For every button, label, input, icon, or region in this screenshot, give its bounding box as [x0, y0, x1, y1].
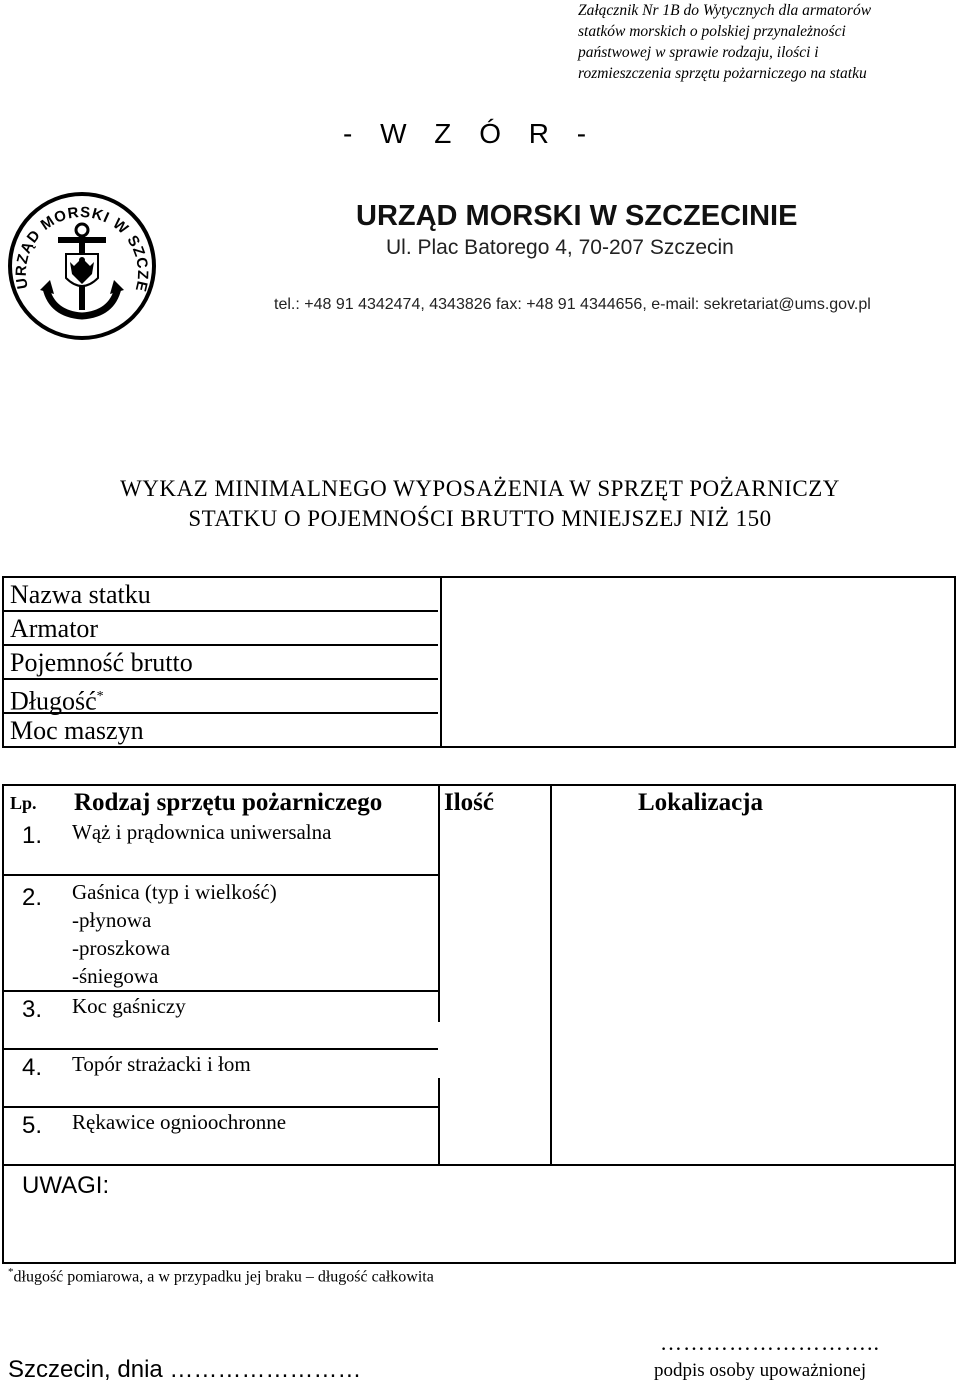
footnote-mark: *	[8, 1266, 14, 1278]
equipment-item: Wąż i prądownica uniwersalna	[72, 820, 332, 844]
template-label: - W Z Ó R -	[343, 118, 597, 149]
equipment-subitem: -płynowa	[72, 908, 152, 932]
footnote-text: długość pomiarowa, a w przypadku jej braku – długość całkowita	[13, 1268, 434, 1286]
office-address: Ul. Plac Batorego 4, 70-207 Szczecin	[386, 236, 734, 259]
remarks-divider	[4, 1164, 954, 1166]
header-location: Lokalizacja	[638, 789, 763, 816]
row-divider	[4, 990, 438, 992]
place-date: Szczecin, dnia ……………………	[8, 1356, 362, 1383]
row-number: 3.	[22, 996, 43, 1023]
ship-name-label: Nazwa statku	[4, 578, 438, 612]
ship-length-label: Długość	[10, 686, 97, 716]
ship-values-field[interactable]	[442, 578, 954, 746]
annex-line: państwowej w sprawie rodzaju, ilości i	[578, 44, 819, 61]
row-number: 2.	[22, 884, 43, 911]
qty-column-divider	[438, 786, 440, 1022]
ship-tonnage-label: Pojemność brutto	[4, 646, 438, 680]
equipment-item: Gaśnica (typ i wielkość)	[72, 880, 277, 904]
office-name: URZĄD MORSKI W SZCZECINIE	[356, 200, 798, 232]
equipment-subitem: -proszkowa	[72, 936, 170, 960]
qty-column-divider-lower	[438, 1078, 440, 1164]
header-quantity: Ilość	[444, 789, 494, 816]
office-contact: tel.: +48 91 4342474, 4343826 fax: +48 91 4344656, e-mail: sekretariat@ums.gov.pl	[274, 296, 871, 313]
ship-power-label: Moc maszyn	[10, 716, 144, 745]
annex-note	[578, 0, 958, 84]
annex-line: rozmieszczenia sprzętu pożarniczego na statku	[578, 65, 867, 82]
maritime-office-seal-logo	[6, 190, 158, 342]
equipment-item: Topór strażacki i łom	[72, 1052, 251, 1076]
annex-line: statków morskich o polskiej przynależności	[578, 23, 846, 40]
remarks-field[interactable]	[134, 1168, 950, 1258]
equipment-table	[2, 784, 956, 1264]
ship-owner-label: Armator	[4, 612, 438, 646]
document-title-line1: WYKAZ MINIMALNEGO WYPOSAŻENIA W SPRZĘT POŻARNICZY	[120, 476, 840, 501]
ship-length-row	[4, 680, 438, 714]
row-number: 5.	[22, 1112, 43, 1139]
annex-line: Załącznik Nr 1B do Wytycznych dla armatorów	[578, 2, 872, 19]
footnote-mark: *	[96, 689, 104, 704]
row-divider	[4, 874, 438, 876]
document-title-line2: STATKU O POJEMNOŚCI BRUTTO MNIEJSZEJ NIŻ 150	[188, 506, 772, 531]
signature-line: ………………………..	[660, 1330, 880, 1355]
row-number: 1.	[22, 822, 43, 849]
remarks-label: UWAGI:	[22, 1172, 110, 1199]
footnote	[8, 1266, 434, 1286]
signature-label: podpis osoby upoważnionej	[654, 1360, 867, 1381]
equipment-item: Koc gaśniczy	[72, 994, 186, 1018]
row-number: 4.	[22, 1054, 43, 1081]
equipment-item: Rękawice ognioochronne	[72, 1110, 287, 1134]
header-lp: Lp.	[10, 793, 37, 813]
eagle-icon	[66, 254, 98, 286]
seal-text: URZĄD MORSKI W SZCZE	[12, 203, 152, 294]
location-column-divider	[550, 786, 552, 1164]
equipment-subitem: -śniegowa	[72, 964, 159, 988]
ship-info-table	[2, 576, 956, 748]
header-equipment-type: Rodzaj sprzętu pożarniczego	[74, 789, 383, 816]
